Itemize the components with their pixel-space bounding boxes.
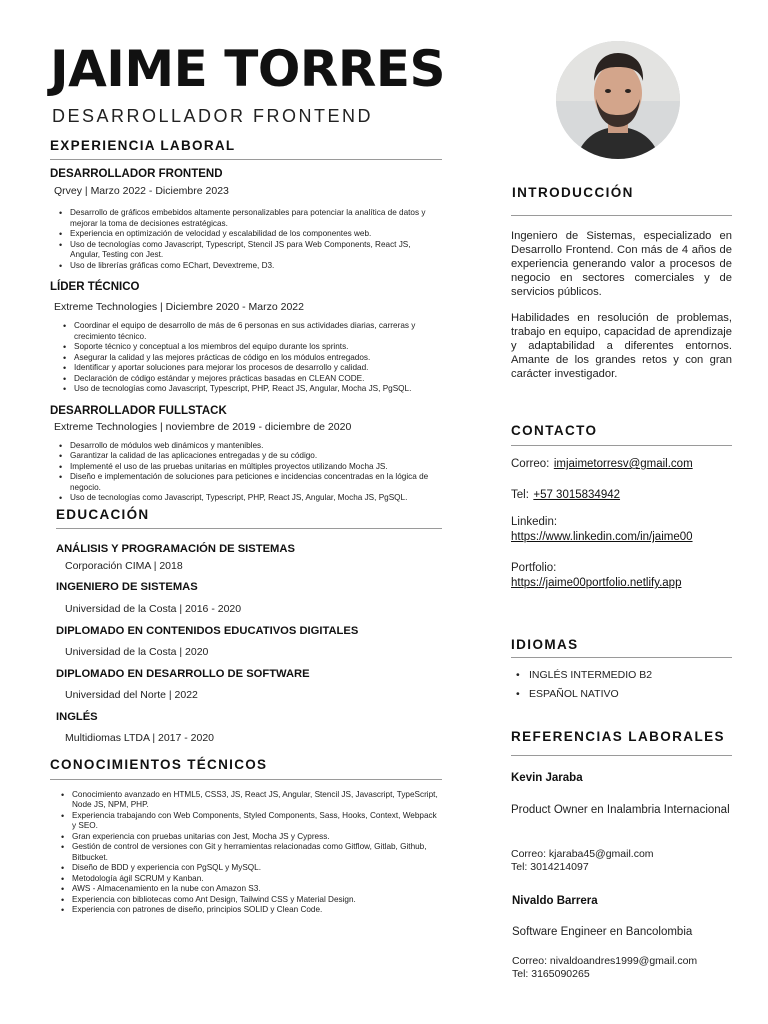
contact-label: Portfolio: — [511, 562, 557, 574]
job-title: DESARROLLADOR FULLSTACK — [50, 404, 227, 417]
education-meta: Universidad de la Costa | 2016 - 2020 — [65, 602, 242, 615]
reference-role: Product Owner en Inalambria Internacional — [511, 804, 730, 816]
candidate-role: DESARROLLADOR FRONTEND — [52, 106, 374, 126]
list-item: • Gestión de control de versiones con Git y herramientas relacionadas como Gitflow, Gitlab, Github, Bitbucket. — [56, 842, 442, 863]
list-item: • Diseño de BDD y experiencia con PgSQL y MySQL. — [56, 863, 442, 874]
portfolio-link[interactable]: https://jaime00portfolio.netlify.app — [511, 577, 682, 589]
section-title-educacion: EDUCACIÓN — [56, 506, 150, 522]
job-title: LÍDER TÉCNICO — [50, 281, 140, 293]
job-bullets — [54, 441, 442, 504]
contact-email-row — [511, 454, 693, 472]
list-item: • Experiencia con patrones de diseño, principios SOLID y Clean Code. — [56, 905, 442, 916]
contact-label: Correo: — [511, 458, 550, 470]
section-title-introduccion: INTRODUCCIÓN — [512, 185, 634, 200]
education-title: INGLÉS — [56, 710, 98, 723]
job-meta: Qrvey | Marzo 2022 - Diciembre 2023 — [54, 185, 229, 197]
tel-link[interactable]: +57 3015834942 — [533, 489, 621, 501]
job-bullets — [58, 321, 442, 395]
reference-role: Software Engineer en Bancolombia — [512, 926, 693, 938]
section-divider — [511, 215, 732, 216]
list-item: • Garantizar la calidad de las aplicaciones entregadas y de su código. — [54, 451, 442, 462]
languages-list — [511, 666, 652, 704]
skills-bullets — [56, 790, 442, 916]
list-item: • Desarrollo de módulos web dinámicos y mantenibles. — [54, 441, 442, 452]
reference-name: Kevin Jaraba — [511, 772, 583, 784]
contact-tel-row — [511, 485, 620, 503]
list-item: • Soporte técnico y conceptual a los miembros del equipo durante los sprints. — [58, 342, 442, 353]
education-title: DIPLOMADO EN DESARROLLO DE SOFTWARE — [56, 667, 310, 680]
list-item: • Experiencia trabajando con Web Components, Styled Components, Sass, Hooks, Context, Webpack y SEO. — [56, 811, 442, 832]
education-meta: Multidiomas LTDA | 2017 - 2020 — [65, 731, 215, 744]
list-item: • Uso de librerías gráficas como EChart, Devextreme, D3. — [54, 261, 442, 272]
contact-label: Linkedin: — [511, 516, 558, 528]
list-item: • Uso de tecnologías como Javascript, Typescript, PHP, React JS, Angular, Mocha JS, PgSQL. — [58, 384, 442, 395]
list-item: • Identificar y aportar soluciones para mejorar los procesos de desarrollo y calidad. — [58, 363, 442, 374]
list-item: • Metodología ágil SCRUM y Kanban. — [56, 874, 442, 885]
education-meta: Universidad del Norte | 2022 — [65, 688, 198, 701]
education-meta: Corporación CIMA | 2018 — [65, 559, 183, 572]
job-title: DESARROLLADOR FRONTEND — [50, 168, 223, 180]
section-title-contacto: CONTACTO — [511, 423, 598, 438]
section-divider — [56, 528, 442, 529]
list-item: • Implementé el uso de las pruebas unitarias en múltiples proyectos utilizando Mocha JS. — [54, 462, 442, 473]
section-divider — [50, 159, 442, 160]
section-divider — [511, 755, 732, 756]
list-item: • Coordinar el equipo de desarrollo de más de 6 personas en sus actividades diarias, carreras y crecimiento técnico. — [58, 321, 442, 342]
job-bullets — [54, 208, 442, 271]
section-title-referencias: REFERENCIAS LABORALES — [511, 729, 725, 744]
list-item: • Conocimiento avanzado en HTML5, CSS3, JS, React JS, Angular, Stencil JS, Javascript, TypeScript, Node JS, NPM, PHP. — [56, 790, 442, 811]
profile-photo-icon — [556, 41, 680, 159]
list-item: • Experiencia en optimización de velocidad y escalabilidad de los componentes web. — [54, 229, 442, 240]
intro-paragraph: Ingeniero de Sistemas, especializado en Desarrollo Frontend. Con más de 4 años de experiencia generando valor a procesos de negocio en sectores comerciales y de servicios públicos. — [511, 230, 732, 298]
reference-name: Nivaldo Barrera — [512, 895, 598, 907]
email-link[interactable]: imjaimetorresv@gmail.com — [553, 458, 693, 470]
education-title: DIPLOMADO EN CONTENIDOS EDUCATIVOS DIGITALES — [56, 624, 359, 637]
left-column — [50, 138, 442, 916]
list-item: • Gran experiencia con pruebas unitarias con Jest, Mocha JS y Cypress. — [56, 832, 442, 843]
contact-label: Tel: — [511, 489, 529, 501]
list-item: • ESPAÑOL NATIVO — [511, 685, 652, 704]
job-meta: Extreme Technologies | noviembre de 2019 - diciembre de 2020 — [54, 420, 352, 433]
list-item: • Asegurar la calidad y las mejores prácticas de código en los módulos entregados. — [58, 353, 442, 364]
list-item: • Diseño e implementación de soluciones para peticiones e incidencias concentradas en la lógica de negocio. — [54, 472, 442, 493]
reference-tel: Tel: 3014214097 — [511, 861, 589, 873]
candidate-name: JAIME TORRES — [50, 40, 446, 98]
list-item: • Desarrollo de gráficos embebidos altamente personalizables para potenciar la analítica de datos y mejorar la toma de decisiones estratégicas. — [54, 208, 442, 229]
reference-email: Correo: kjaraba45@gmail.com — [511, 848, 654, 860]
education-title: INGENIERO DE SISTEMAS — [56, 580, 198, 593]
linkedin-link[interactable]: https://www.linkedin.com/in/jaime00 — [511, 531, 693, 543]
section-title-idiomas: IDIOMAS — [511, 637, 579, 652]
reference-email: Correo: nivaldoandres1999@gmail.com — [512, 955, 698, 967]
education-title: ANÁLISIS Y PROGRAMACIÓN DE SISTEMAS — [56, 542, 295, 555]
job-meta: Extreme Technologies | Diciembre 2020 - Marzo 2022 — [54, 301, 304, 313]
intro-paragraph: Habilidades en resolución de problemas, trabajo en equipo, capacidad de aprendizaje y adaptabilidad a diferentes entornos. Amante de los grandes retos y con gran carácter investigador. — [511, 312, 732, 380]
list-item: • Experiencia con bibliotecas como Ant Design, Tailwind CSS y Material Design. — [56, 895, 442, 906]
section-title-conocimientos: CONOCIMIENTOS TÉCNICOS — [50, 756, 268, 772]
list-item: • AWS - Almacenamiento en la nube con Amazon S3. — [56, 884, 442, 895]
list-item: • Uso de tecnologías como Javascript, Typescript, Stencil JS para Web Components, React JS, Angular, Testing con Jest. — [54, 240, 442, 261]
education-meta: Universidad de la Costa | 2020 — [65, 645, 209, 658]
section-title-experiencia: EXPERIENCIA LABORAL — [50, 138, 236, 153]
profile-photo — [556, 41, 680, 159]
list-item: • Declaración de código estándar y mejores prácticas basadas en CLEAN CODE. — [58, 374, 442, 385]
section-divider — [511, 445, 732, 446]
section-divider — [511, 657, 732, 658]
section-divider — [50, 779, 442, 780]
list-item: • Uso de tecnologías como Javascript, Typescript, PHP, React JS, Angular, Mocha JS, PgSQL. — [54, 493, 442, 504]
reference-tel: Tel: 3165090265 — [512, 968, 590, 980]
list-item: • INGLÉS INTERMEDIO B2 — [511, 666, 652, 685]
